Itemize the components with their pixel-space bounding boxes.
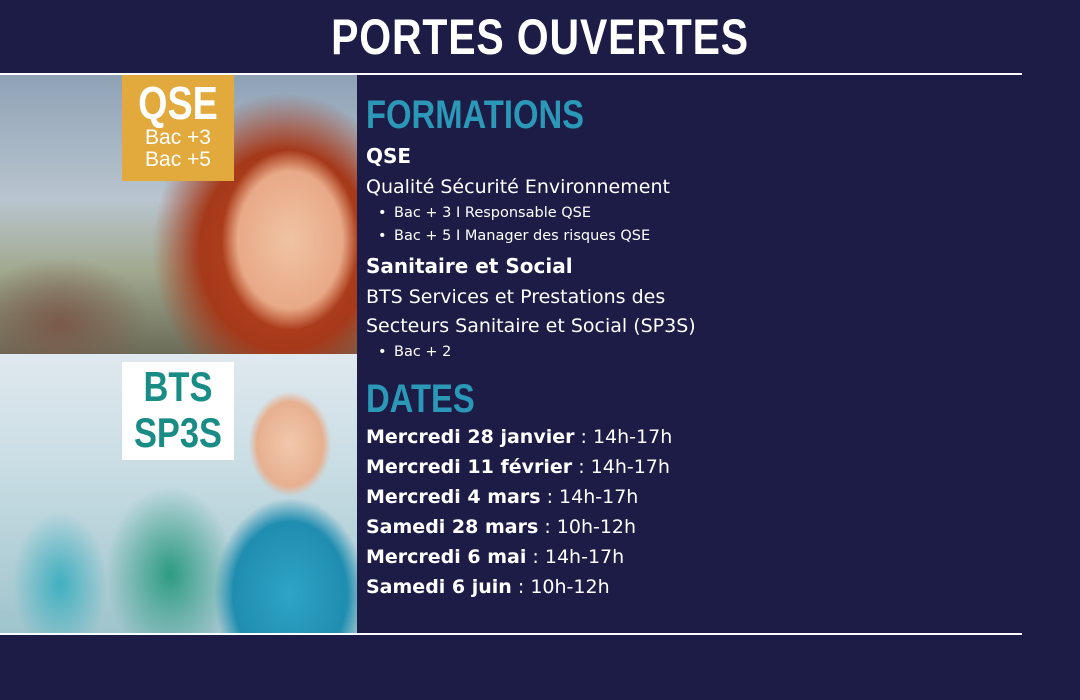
program-levels	[376, 341, 1066, 364]
program-level-item: • Bac + 2	[376, 341, 1066, 364]
date-row	[366, 572, 1066, 602]
program-levels	[376, 202, 1066, 248]
bts-badge-line2: SP3S	[133, 409, 223, 456]
date-row	[366, 482, 1066, 512]
qse-badge-level-5: Bac +5	[145, 148, 211, 171]
content-panel	[366, 92, 1066, 602]
date-day: Mercredi 6 mai	[366, 546, 527, 568]
qse-badge-title: QSE	[138, 77, 218, 129]
date-day: Samedi 28 mars	[366, 516, 539, 538]
program-level-item: • Bac + 3 I Responsable QSE	[376, 202, 1066, 225]
date-row	[366, 542, 1066, 572]
date-row	[366, 452, 1066, 482]
qse-student-photo	[0, 75, 357, 354]
date-hours: : 14h-17h	[526, 546, 625, 568]
program-description-line: Secteurs Sanitaire et Social (SP3S)	[366, 315, 696, 337]
date-hours: : 10h-12h	[511, 576, 610, 598]
qse-badge-level-3: Bac +3	[145, 126, 211, 149]
dates-heading: DATES	[366, 377, 475, 421]
date-row	[366, 512, 1066, 542]
bts-badge-line1: BTS	[143, 363, 213, 410]
program-description-line: BTS Services et Prestations des	[366, 286, 666, 308]
bottom-divider	[0, 633, 1022, 635]
date-day: Mercredi 28 janvier	[366, 426, 575, 448]
program-sanitaire-social	[366, 252, 1066, 364]
qse-badge	[122, 75, 234, 181]
formations-heading: FORMATIONS	[366, 93, 585, 137]
program-description	[366, 283, 1066, 341]
date-day: Mercredi 4 mars	[366, 486, 541, 508]
bts-students-photo	[0, 354, 357, 634]
date-hours: : 14h-17h	[574, 426, 673, 448]
date-hours: : 14h-17h	[572, 456, 670, 478]
program-title: QSE	[366, 144, 412, 168]
program-description: Qualité Sécurité Environnement	[366, 176, 670, 198]
bts-badge	[122, 362, 234, 460]
page-title: PORTES OUVERTES	[331, 9, 749, 65]
date-hours: : 14h-17h	[540, 486, 639, 508]
date-row	[366, 422, 1066, 452]
program-title: Sanitaire et Social	[366, 254, 573, 278]
date-day: Mercredi 11 février	[366, 456, 573, 478]
program-qse	[366, 142, 1066, 248]
date-hours: : 10h-12h	[538, 516, 637, 538]
program-level-item: • Bac + 5 I Manager des risques QSE	[376, 225, 1066, 248]
date-day: Samedi 6 juin	[366, 576, 512, 598]
dates-list	[366, 422, 1066, 602]
